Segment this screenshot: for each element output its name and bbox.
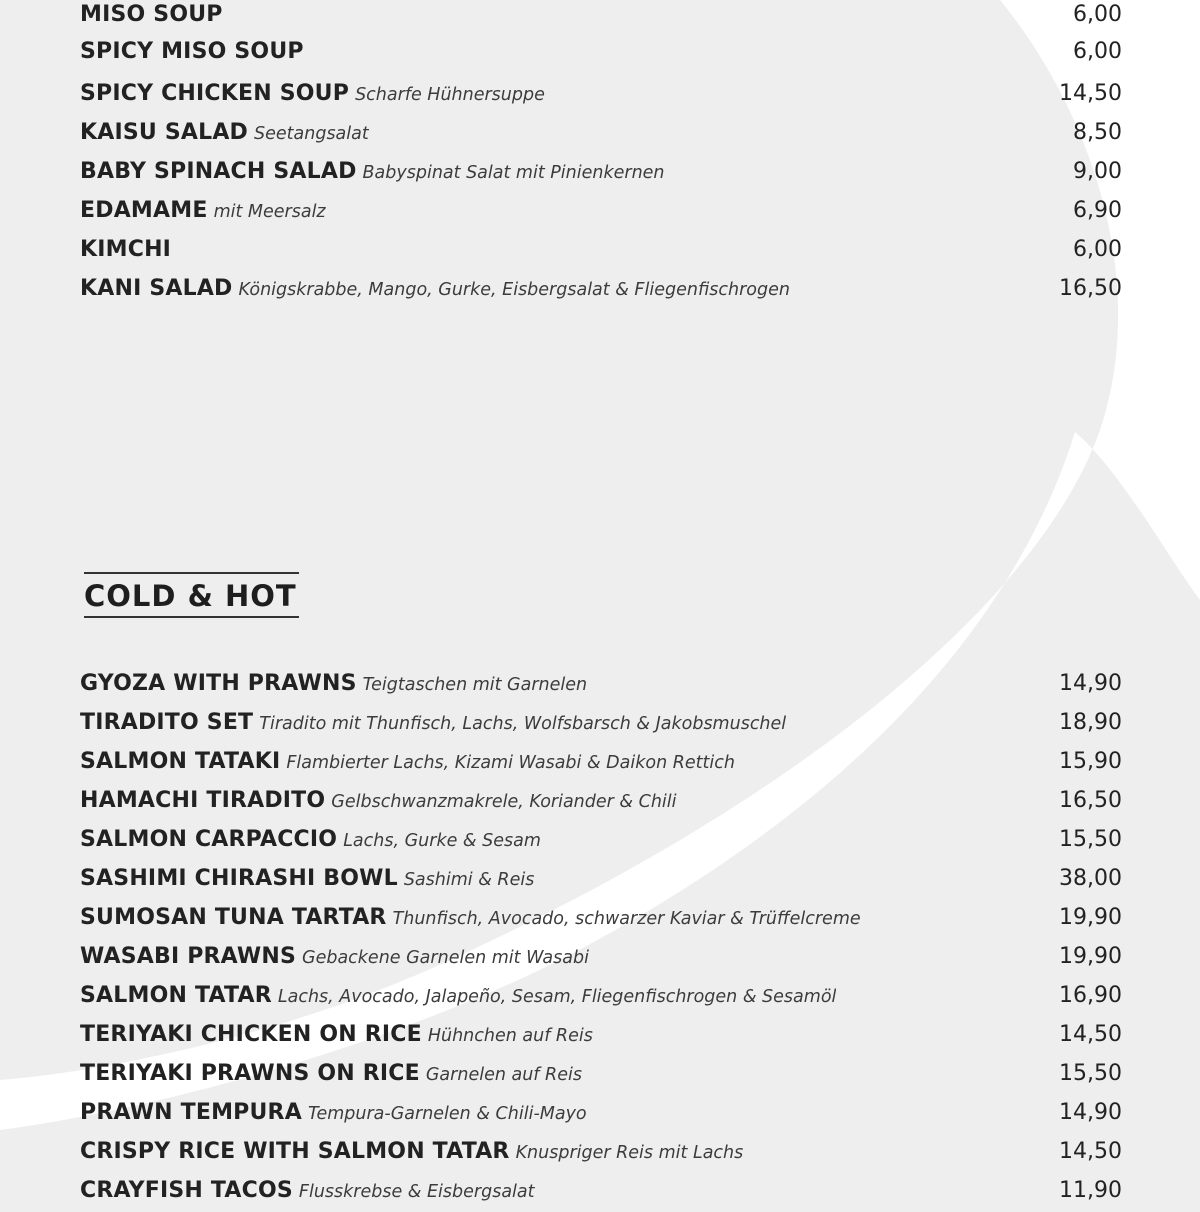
menu-item-text	[80, 1132, 743, 1173]
menu-item-name: PRAWN TEMPURA	[80, 1100, 302, 1125]
menu-item-price: 14,50	[1059, 81, 1122, 106]
menu-item-description: Tiradito mit Thunfisch, Lachs, Wolfsbarsch & Jakobsmuschel	[259, 714, 787, 734]
menu-item-price: 16,50	[1059, 276, 1122, 301]
menu-item-price: 8,50	[1073, 120, 1122, 145]
menu-item-description: Scharfe Hühnersuppe	[355, 85, 545, 105]
menu-section-soups-salads	[80, 0, 1122, 308]
menu-item-text	[80, 664, 587, 705]
menu-item-name: SPICY MISO SOUP	[80, 39, 304, 64]
menu-item-name: HAMACHI TIRADITO	[80, 788, 326, 813]
menu-item	[80, 0, 1122, 37]
menu-item-text	[80, 230, 177, 271]
menu-item	[80, 152, 1122, 191]
menu-item-name: KAISU SALAD	[80, 120, 249, 145]
menu-item	[80, 820, 1122, 859]
menu-item	[80, 1093, 1122, 1132]
menu-item-list	[80, 0, 1122, 308]
menu-item-name: EDAMAME	[80, 198, 208, 223]
menu-item-price: 14,90	[1059, 1100, 1122, 1125]
menu-item-name: TIRADITO SET	[80, 710, 254, 735]
menu-item	[80, 664, 1122, 703]
menu-item-text	[80, 742, 735, 783]
menu-item	[80, 191, 1122, 230]
menu-item-description: Lachs, Gurke & Sesam	[343, 831, 541, 851]
menu-item-text	[80, 781, 677, 822]
menu-item-description: Flusskrebse & Eisbergsalat	[298, 1182, 535, 1202]
menu-item	[80, 269, 1122, 308]
menu-item-name: CRISPY RICE WITH SALMON TATAR	[80, 1139, 510, 1164]
menu-item-description: Sashimi & Reis	[403, 870, 535, 890]
menu-item-price: 19,90	[1059, 944, 1122, 969]
menu-item-price: 14,50	[1059, 1022, 1122, 1047]
menu-item-price: 6,00	[1073, 237, 1122, 262]
menu-item-price: 14,50	[1059, 1139, 1122, 1164]
menu-item	[80, 37, 1122, 74]
menu-item-text	[80, 37, 310, 68]
section-heading: COLD & HOT	[84, 572, 299, 618]
menu-item	[80, 859, 1122, 898]
menu-item-text	[80, 269, 790, 310]
menu-item-description: Teigtaschen mit Garnelen	[362, 675, 588, 695]
menu-item	[80, 976, 1122, 1015]
menu-item	[80, 230, 1122, 269]
menu-item-price: 14,90	[1059, 671, 1122, 696]
menu-item-name: KIMCHI	[80, 237, 172, 262]
menu-item-text	[80, 898, 861, 939]
menu-item-name: SPICY CHICKEN SOUP	[80, 81, 350, 106]
menu-item-price: 9,00	[1073, 159, 1122, 184]
menu-item-description: Gebackene Garnelen mit Wasabi	[302, 948, 589, 968]
menu-item-description: Seetangsalat	[254, 124, 369, 144]
menu-item-text	[80, 1015, 593, 1056]
menu-item-description: Königskrabbe, Mango, Gurke, Eisbergsalat & Fliegenfischrogen	[238, 280, 790, 300]
menu-item-text	[80, 74, 545, 115]
menu-item-name: TERIYAKI CHICKEN ON RICE	[80, 1022, 422, 1047]
menu-item-text	[80, 859, 534, 900]
menu-section-cold-hot	[80, 572, 1122, 1210]
menu-item-description: Garnelen auf Reis	[425, 1065, 582, 1085]
menu-item-name: KANI SALAD	[80, 276, 233, 301]
menu-item-price: 6,90	[1073, 198, 1122, 223]
menu-item	[80, 74, 1122, 113]
menu-item	[80, 1054, 1122, 1093]
menu-item-description: Gelbschwanzmakrele, Koriander & Chili	[331, 792, 677, 812]
menu-item-description: Babyspinat Salat mit Pinienkernen	[362, 163, 665, 183]
menu-item-name: SALMON TATAKI	[80, 749, 281, 774]
menu-item-price: 6,00	[1073, 2, 1122, 27]
menu-item-name: BABY SPINACH SALAD	[80, 159, 357, 184]
menu-item-name: CRAYFISH TACOS	[80, 1178, 293, 1203]
menu-item-text	[80, 0, 229, 31]
menu-item-text	[80, 1093, 587, 1134]
menu-item-name: GYOZA WITH PRAWNS	[80, 671, 357, 696]
menu-item	[80, 898, 1122, 937]
menu-item-description: Flambierter Lachs, Kizami Wasabi & Daikon Rettich	[286, 753, 735, 773]
menu-item-price: 16,90	[1059, 983, 1122, 1008]
menu-item-list	[80, 664, 1122, 1210]
menu-item-text	[80, 152, 665, 193]
menu-item-text	[80, 703, 786, 744]
menu-item-price: 18,90	[1059, 710, 1122, 735]
menu-item-price: 16,50	[1059, 788, 1122, 813]
menu-item-price: 11,90	[1059, 1178, 1122, 1203]
menu-item-description: mit Meersalz	[213, 202, 326, 222]
menu-item-description: Knuspriger Reis mit Lachs	[515, 1143, 744, 1163]
menu-item-name: SALMON CARPACCIO	[80, 827, 338, 852]
menu-item-text	[80, 1054, 582, 1095]
menu-item-text	[80, 937, 589, 978]
menu-item-name: SUMOSAN TUNA TARTAR	[80, 905, 387, 930]
menu-item-price: 6,00	[1073, 39, 1122, 64]
menu-item-text	[80, 1171, 535, 1212]
menu-item-text	[80, 113, 369, 154]
menu-item-description: Thunfisch, Avocado, schwarzer Kaviar & Trüffelcreme	[392, 909, 861, 929]
menu-item	[80, 1015, 1122, 1054]
menu-item-price: 38,00	[1059, 866, 1122, 891]
menu-item-description: Lachs, Avocado, Jalapeño, Sesam, Fliegenfischrogen & Sesamöl	[277, 987, 837, 1007]
menu-item-price: 19,90	[1059, 905, 1122, 930]
menu-item-text	[80, 820, 541, 861]
menu-item-description: Tempura-Garnelen & Chili-Mayo	[307, 1104, 587, 1124]
menu-item	[80, 1171, 1122, 1210]
menu-item-price: 15,50	[1059, 827, 1122, 852]
menu-item	[80, 703, 1122, 742]
menu-item-price: 15,90	[1059, 749, 1122, 774]
menu-item-name: MISO SOUP	[80, 2, 223, 27]
menu-item-description: Hühnchen auf Reis	[427, 1026, 593, 1046]
menu-item	[80, 1132, 1122, 1171]
menu-item-text	[80, 191, 326, 232]
menu-item	[80, 113, 1122, 152]
menu-item-name: SALMON TATAR	[80, 983, 272, 1008]
menu-item-text	[80, 976, 836, 1017]
menu-item-price: 15,50	[1059, 1061, 1122, 1086]
menu-item-name: SASHIMI CHIRASHI BOWL	[80, 866, 398, 891]
menu-item-name: TERIYAKI PRAWNS ON RICE	[80, 1061, 420, 1086]
menu-item	[80, 742, 1122, 781]
menu-item	[80, 937, 1122, 976]
menu-item-name: WASABI PRAWNS	[80, 944, 297, 969]
menu-item	[80, 781, 1122, 820]
